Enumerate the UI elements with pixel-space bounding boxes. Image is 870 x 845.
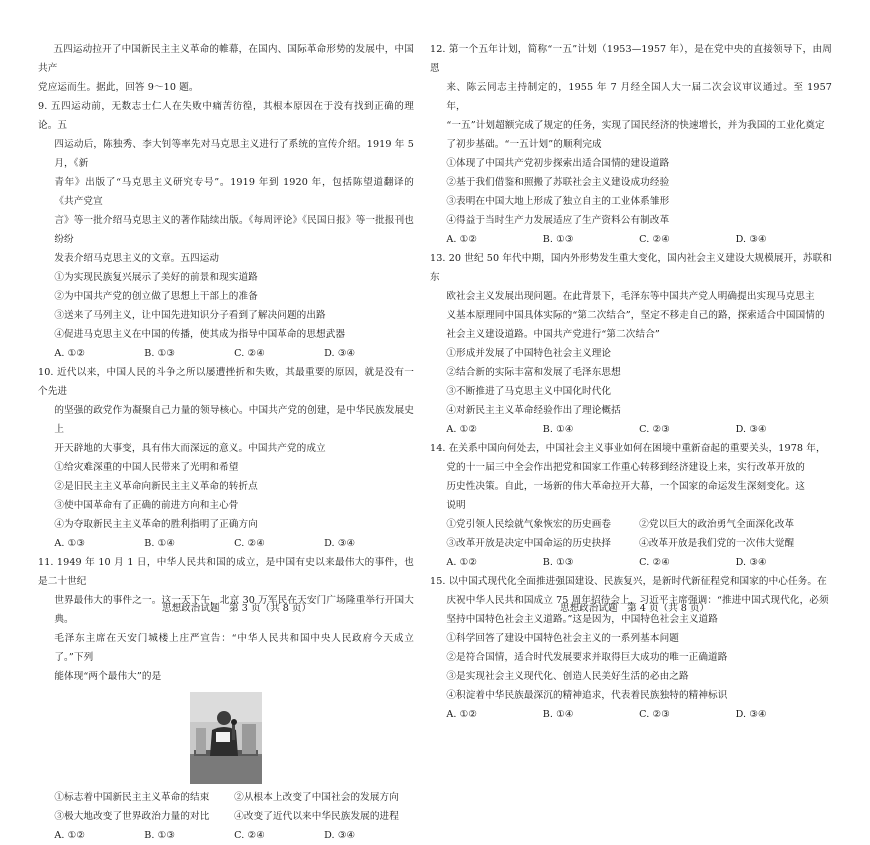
statement-options-row <box>430 515 832 534</box>
statement-option: ②党以巨大的政治勇气全面深化改革 <box>639 519 795 530</box>
question-text-line: 来、陈云同志主持制定的，1955 年 7 月经全国人大一届二次会议审议通过。至 1957 年， <box>446 82 832 112</box>
choice-b: B. ①③ <box>542 234 574 245</box>
intro-line: 党应运而生。据此，回答 9～10 题。 <box>38 82 199 93</box>
statement-option: ①给灾难深重的中国人民带来了光明和希望 <box>54 462 239 473</box>
question-text-line: 青年》出版了“马克思主义研究专号”。1919 年到 1920 年，包括陈望道翻译的《共产党宣 <box>54 177 414 207</box>
question-text-line: 的坚强的政党作为凝聚自己力量的领导核心。中国共产党的创建，是中华民族发展史上 <box>54 405 414 435</box>
choice-a: A. ①② <box>54 348 86 359</box>
statement-option: ③改革开放是决定中国命运的历史抉择 <box>446 538 612 549</box>
choice-a: A. ①② <box>446 234 478 245</box>
choice-c: C. ②④ <box>234 348 265 359</box>
statement-option: ②从根本上改变了中国社会的发展方向 <box>234 792 399 803</box>
statement-option: ②是旧民主主义革命向新民主主义革命的转折点 <box>54 481 258 492</box>
answer-choices <box>430 705 832 724</box>
statement-options-row <box>38 788 414 807</box>
question-text-line: 15. 以中国式现代化全面推进强国建设、民族复兴，是新时代新征程党和国家的中心任务。在 <box>430 576 827 587</box>
question-text-line: 说明 <box>446 500 466 511</box>
choice-c: C. ②④ <box>639 557 670 568</box>
choice-a: A. ①② <box>54 830 86 841</box>
statement-option: ④改变了近代以来中华民族发展的进程 <box>234 811 399 822</box>
question-9 <box>38 97 414 363</box>
choice-b: B. ①④ <box>144 538 176 549</box>
question-text-line: 历史性决策。自此，一场新的伟大革命拉开大幕，一个国家的命运发生深刻变化。这 <box>446 481 805 492</box>
choice-a: A. ①③ <box>54 538 86 549</box>
question-text-line: 开天辟地的大事变，具有伟大而深远的意义。中国共产党的成立 <box>54 443 326 454</box>
choice-c: C. ②③ <box>639 709 670 720</box>
question-text-line: 11. 1949 年 10 月 1 日，中华人民共和国的成立，是中国有史以来最伟大的事件，也是二十世纪 <box>38 557 414 587</box>
statement-option: ②是符合国情，适合时代发展要求并取得巨大成功的唯一正确道路 <box>446 652 728 663</box>
question-text-line: 坚持中国特色社会主义道路。”这是因为，中国特色社会主义道路 <box>446 614 718 625</box>
question-text-line: 12. 第一个五年计划，简称“一五”计划（1953—1957 年），是在党中央的直接领导下，由周恩 <box>430 44 832 74</box>
choice-d: D. ③④ <box>735 709 767 720</box>
question-15 <box>430 572 832 724</box>
statement-option: ④为夺取新民主主义革命的胜利指明了正确方向 <box>54 519 258 530</box>
question-text-line: 庆祝中华人民共和国成立 75 周年招待会上，习近平主席强调：“推进中国式现代化，必须 <box>446 595 829 606</box>
statement-option: ③是实现社会主义现代化、创造人民美好生活的必由之路 <box>446 671 689 682</box>
statement-options-row <box>38 807 414 826</box>
choice-c: C. ②④ <box>639 234 670 245</box>
left-column <box>38 40 414 845</box>
question-text-line: 义基本原理同中国具体实际的“第二次结合”，坚定不移走自己的路，探索适合中国国情的 <box>446 310 825 321</box>
choice-d: D. ③④ <box>735 557 767 568</box>
question-14 <box>430 439 832 572</box>
question-text-line: 党的十一届三中全会作出把党和国家工作重心转移到经济建设上来，实行改革开放的 <box>446 462 805 473</box>
question-text-line: 四运动后，陈独秀、李大钊等率先对马克思主义进行了系统的宣传介绍。1919 年 5 月，《新 <box>54 139 414 169</box>
answer-choices <box>430 420 832 439</box>
choice-b: B. ①③ <box>144 348 176 359</box>
question-text-line: 言》等一批介绍马克思主义的著作陆续出版。《每周评论》《民国日报》等一批报刊也纷纷 <box>54 215 414 245</box>
question-text-line: 13. 20 世纪 50 年代中期，国内外形势发生重大变化，国内社会主义建设大规模展开，苏联和东 <box>430 253 832 283</box>
question-text-line: 14. 在关系中国向何处去，中国社会主义事业如何在困境中重新奋起的重要关头，1978 年， <box>430 443 826 454</box>
statement-option: ③极大地改变了世界政治力量的对比 <box>54 811 210 822</box>
question-12 <box>430 40 832 249</box>
question-text-line: 发表介绍马克思主义的文章。五四运动 <box>54 253 220 264</box>
intro-line: 五四运动拉开了中国新民主主义革命的帷幕，在国内、国际革命形势的发展中，中国共产 <box>38 44 414 74</box>
choice-d: D. ③④ <box>735 234 767 245</box>
answer-choices <box>38 826 414 845</box>
statement-option: ②结合新的实际丰富和发展了毛泽东思想 <box>446 367 621 378</box>
statement-option: ②基于我们借鉴和照搬了苏联社会主义建设成功经验 <box>446 177 670 188</box>
statement-option: ③使中国革命有了正确的前进方向和主心骨 <box>54 500 239 511</box>
founding-ceremony-photo <box>190 692 262 784</box>
statement-option: ③表明在中国大地上形成了独立自主的工业体系雏形 <box>446 196 670 207</box>
choice-b: B. ①④ <box>542 424 574 435</box>
choice-c: C. ②④ <box>234 538 265 549</box>
question-10 <box>38 363 414 553</box>
page-footer-left: 思想政治试题 第 3 页（共 8 页） <box>162 603 312 614</box>
choice-a: A. ①② <box>446 557 478 568</box>
question-text-line: 能体现“两个最伟大”的是 <box>54 671 162 682</box>
statement-option: ④改革开放是我们党的一次伟大觉醒 <box>639 538 795 549</box>
statement-option: ①党引领人民绘就气象恢宏的历史画卷 <box>446 519 612 530</box>
statement-option: ④得益于当时生产力发展适应了生产资料公有制改革 <box>446 215 670 226</box>
question-text-line: 欧社会主义发展出现问题。在此背景下，毛泽东等中国共产党人明确提出实现马克思主 <box>446 291 815 302</box>
statement-option: ④促进马克思主义在中国的传播，使其成为指导中国革命的思想武器 <box>54 329 346 340</box>
choice-b: B. ①③ <box>542 557 574 568</box>
question-11 <box>38 553 414 845</box>
statement-option: ①科学回答了建设中国特色社会主义的一系列基本问题 <box>446 633 679 644</box>
choice-a: A. ①② <box>446 709 478 720</box>
photo-icon <box>190 692 262 784</box>
statement-option: ①为实现民族复兴展示了美好的前景和现实道路 <box>54 272 258 283</box>
answer-choices <box>38 344 414 363</box>
statement-option: ④对新民主主义革命经验作出了理论概括 <box>446 405 621 416</box>
choice-a: A. ①② <box>446 424 478 435</box>
choice-c: C. ②④ <box>234 830 265 841</box>
statement-option: ①体现了中国共产党初步探索出适合国情的建设道路 <box>446 158 670 169</box>
question-text-line: 毛泽东主席在天安门城楼上庄严宣告：“中华人民共和国中央人民政府今天成立了。”下列 <box>54 633 414 663</box>
choice-b: B. ①③ <box>144 830 176 841</box>
right-column <box>430 40 832 724</box>
question-13 <box>430 249 832 439</box>
question-text-line: 世界最伟大的事件之一。这一天下午，北京 30 万军民在天安门广场隆重举行开国大典。 <box>54 595 414 625</box>
statement-options-row <box>430 534 832 553</box>
choice-d: D. ③④ <box>735 424 767 435</box>
question-text-line: 9. 五四运动前，无数志士仁人在失败中痛苦彷徨，其根本原因在于没有找到正确的理论。五 <box>38 101 414 131</box>
statement-option: ①形成并发展了中国特色社会主义理论 <box>446 348 612 359</box>
answer-choices <box>430 553 832 572</box>
choice-d: D. ③④ <box>324 830 356 841</box>
question-text-line: 了初步基础。“一五计划”的顺利完成 <box>446 139 602 150</box>
statement-option: ②为中国共产党的创立做了思想上干部上的准备 <box>54 291 258 302</box>
question-text-line: 10. 近代以来，中国人民的斗争之所以屡遭挫折和失败，其最重要的原因，就是没有一个先进 <box>38 367 414 397</box>
choice-b: B. ①④ <box>542 709 574 720</box>
statement-option: ④积淀着中华民族最深沉的精神追求，代表着民族独特的精神标识 <box>446 690 728 701</box>
statement-option: ①标志着中国新民主主义革命的结束 <box>54 792 210 803</box>
statement-option: ③不断推进了马克思主义中国化时代化 <box>446 386 612 397</box>
choice-c: C. ②③ <box>639 424 670 435</box>
page-footer-right: 思想政治试题 第 4 页（共 8 页） <box>560 603 710 614</box>
choice-d: D. ③④ <box>324 538 356 549</box>
statement-option: ③送来了马列主义，让中国先进知识分子看到了解决问题的出路 <box>54 310 326 321</box>
choice-d: D. ③④ <box>324 348 356 359</box>
question-text-line: “一五”计划超额完成了规定的任务，实现了国民经济的快速增长，并为我国的工业化奠定 <box>446 120 825 131</box>
answer-choices <box>430 230 832 249</box>
answer-choices <box>38 534 414 553</box>
question-text-line: 社会主义建设道路。中国共产党进行“第二次结合” <box>446 329 660 340</box>
